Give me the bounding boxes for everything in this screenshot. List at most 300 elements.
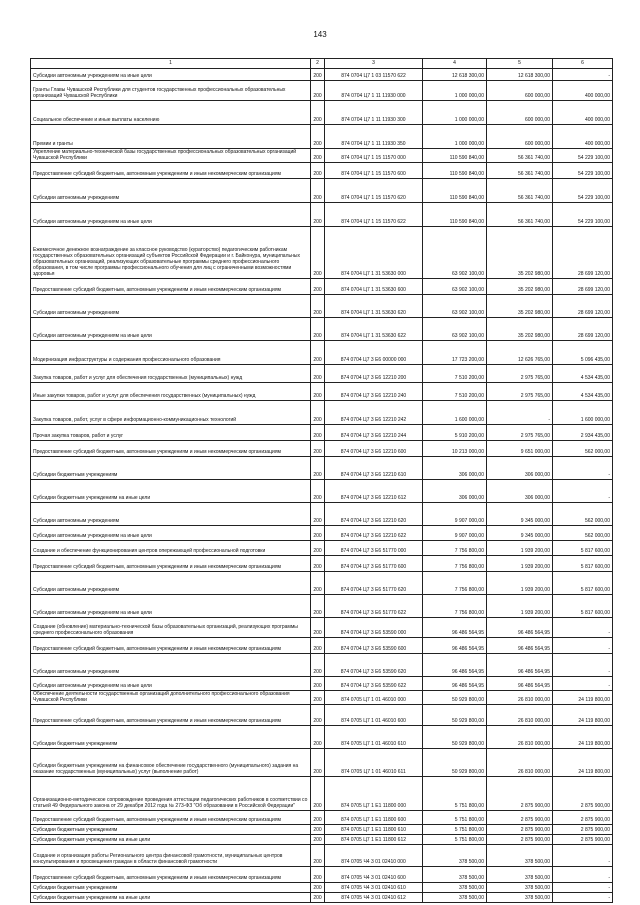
row-description: Премии и гранты: [31, 125, 311, 149]
row-value-unexecuted: 24 119 800,00: [553, 749, 613, 777]
row-value-approved: 63 902 100,00: [423, 295, 487, 318]
row-value-approved: 96 486 564,95: [423, 638, 487, 654]
row-budget-code: 874 0704 Ц7 3 E6 51770 600: [325, 556, 423, 572]
row-value-unexecuted: 54 229 100,00: [553, 203, 613, 227]
row-value-approved: 12 618 300,00: [423, 69, 487, 81]
row-value-unexecuted: 400 000,00: [553, 81, 613, 101]
row-value-approved: 5 910 200,00: [423, 425, 487, 441]
table-row: [31, 556, 613, 572]
row-description: Субсидии бюджетным учреждениям: [31, 726, 311, 749]
row-budget-code: 874 0705 Ц7 1 E1 11800 000: [325, 777, 423, 811]
row-value-approved: 306 000,00: [423, 457, 487, 480]
column-header: 1: [31, 59, 311, 69]
row-value-approved: 5 751 800,00: [423, 835, 487, 845]
table-row: [31, 726, 613, 749]
row-description: Субсидии автономным учреждениям на иные цели: [31, 595, 311, 618]
row-budget-code: 874 0704 Ц7 3 E6 51770 620: [325, 572, 423, 595]
row-value-approved: 50 929 800,00: [423, 749, 487, 777]
row-value-unexecuted: 54 229 100,00: [553, 149, 613, 163]
row-budget-code: 874 0705 Ц7 1 01 46010 600: [325, 705, 423, 726]
row-value-executed: 2 875 900,00: [487, 825, 553, 835]
row-description: Субсидии автономным учреждениям на иные цели: [31, 203, 311, 227]
row-description: Субсидии автономным учреждениям: [31, 179, 311, 203]
row-value-approved: 378 500,00: [423, 893, 487, 903]
table-row: [31, 425, 613, 441]
row-line-code: 200: [311, 365, 325, 383]
row-value-executed: 2 875 900,00: [487, 811, 553, 825]
row-description: Ежемесячное денежное вознаграждение за классное руководство (кураторство) педагогическим работникам государственных образовательных организаций субъектов Российской Федерации и г. Байконура, муниципальных образовательных организаций, реализующих образовательные программы среднего профессионального образования, в том числе программы профессионального обучения для лиц с ограниченными возможностями здоровья: [31, 227, 311, 279]
row-value-unexecuted: 5 817 600,00: [553, 541, 613, 556]
row-value-executed: 35 202 980,00: [487, 279, 553, 295]
row-line-code: 200: [311, 503, 325, 526]
table-row: [31, 457, 613, 480]
row-line-code: 200: [311, 279, 325, 295]
table-row: [31, 749, 613, 777]
row-line-code: 200: [311, 69, 325, 81]
row-line-code: 200: [311, 638, 325, 654]
table-row: [31, 69, 613, 81]
row-value-unexecuted: -: [553, 457, 613, 480]
row-value-approved: 110 590 840,00: [423, 179, 487, 203]
row-value-approved: 7 756 800,00: [423, 541, 487, 556]
table-row: [31, 295, 613, 318]
row-description: Предоставление субсидий бюджетным, автономным учреждениям и иным некоммерческим организациям: [31, 705, 311, 726]
row-description: Субсидии бюджетным учреждениям: [31, 457, 311, 480]
row-value-unexecuted: 5 817 600,00: [553, 595, 613, 618]
row-description: Организационно-методическое сопровождение проведения аттестации педагогических работников в соответствии со статьей 49 Федерального закона от 29 декабря 2012 года № 273-ФЗ "Об образовании в Российской Федерации": [31, 777, 311, 811]
row-budget-code: 874 0704 Ц7 3 E6 12210 240: [325, 383, 423, 401]
row-line-code: 200: [311, 401, 325, 425]
row-value-unexecuted: -: [553, 893, 613, 903]
row-line-code: 200: [311, 149, 325, 163]
table-row: [31, 503, 613, 526]
row-description: Предоставление субсидий бюджетным, автономным учреждениям и иным некоммерческим организациям: [31, 441, 311, 457]
row-budget-code: 874 0704 Ц7 3 E6 53590 622: [325, 677, 423, 691]
row-budget-code: 874 0704 Ц7 3 E6 12210 242: [325, 401, 423, 425]
row-budget-code: 874 0704 Ц7 1 11 11930 300: [325, 101, 423, 125]
row-value-unexecuted: 24 119 800,00: [553, 691, 613, 705]
row-description: Субсидии автономным учреждениям на иные цели: [31, 526, 311, 541]
row-value-unexecuted: 2 875 900,00: [553, 825, 613, 835]
row-value-approved: 96 486 564,95: [423, 654, 487, 677]
row-value-executed: 56 361 740,00: [487, 203, 553, 227]
row-description: Субсидии бюджетным учреждениям на финансовое обеспечение государственного (муниципального) задания на оказание государственных (муниципальных) услуг (выполнение работ): [31, 749, 311, 777]
row-value-executed: 306 000,00: [487, 480, 553, 503]
column-header: 2: [311, 59, 325, 69]
row-value-unexecuted: -: [553, 867, 613, 883]
table-row: [31, 893, 613, 903]
row-description: Предоставление субсидий бюджетным, автономным учреждениям и иным некоммерческим организациям: [31, 638, 311, 654]
row-value-executed: 600 000,00: [487, 125, 553, 149]
row-line-code: 200: [311, 441, 325, 457]
row-value-executed: 26 810 000,00: [487, 691, 553, 705]
row-line-code: 200: [311, 125, 325, 149]
row-description: Субсидии автономным учреждениям: [31, 654, 311, 677]
row-value-unexecuted: 2 875 900,00: [553, 835, 613, 845]
row-value-unexecuted: 28 699 120,00: [553, 279, 613, 295]
row-budget-code: 874 0704 Ц7 3 E6 12210 622: [325, 526, 423, 541]
row-budget-code: 874 0704 Ц7 1 31 53630 000: [325, 227, 423, 279]
row-value-unexecuted: 54 229 100,00: [553, 179, 613, 203]
table-row: [31, 318, 613, 341]
row-line-code: 200: [311, 295, 325, 318]
row-budget-code: 874 0705 Ч4 3 01 02410 610: [325, 883, 423, 893]
table-row: [31, 835, 613, 845]
row-value-unexecuted: 562 000,00: [553, 441, 613, 457]
table-row: [31, 677, 613, 691]
row-value-executed: 96 486 564,95: [487, 654, 553, 677]
row-budget-code: 874 0705 Ц7 1 01 46010 000: [325, 691, 423, 705]
row-line-code: 200: [311, 749, 325, 777]
row-value-executed: 1 939 200,00: [487, 595, 553, 618]
row-budget-code: 874 0704 Ц7 1 15 11570 600: [325, 163, 423, 179]
row-value-executed: 600 000,00: [487, 101, 553, 125]
row-budget-code: 874 0704 Ц7 3 E6 51770 622: [325, 595, 423, 618]
row-description: Субсидии автономным учреждениям: [31, 295, 311, 318]
row-budget-code: 874 0704 Ц7 3 E6 12210 612: [325, 480, 423, 503]
row-budget-code: 874 0704 Ц7 1 15 11570 000: [325, 149, 423, 163]
row-description: Субсидии бюджетным учреждениям: [31, 883, 311, 893]
row-value-unexecuted: 400 000,00: [553, 125, 613, 149]
row-description: Закупка товаров, работ, услуг в сфере информационно-коммуникационных технологий: [31, 401, 311, 425]
row-budget-code: 874 0704 Ц7 3 E6 12210 244: [325, 425, 423, 441]
row-value-executed: 56 361 740,00: [487, 163, 553, 179]
row-line-code: 200: [311, 677, 325, 691]
row-value-unexecuted: 5 817 600,00: [553, 572, 613, 595]
row-value-executed: 35 202 980,00: [487, 318, 553, 341]
row-line-code: 200: [311, 383, 325, 401]
row-line-code: 200: [311, 654, 325, 677]
row-value-approved: 9 907 000,00: [423, 526, 487, 541]
row-description: Субсидии бюджетным учреждениям на иные цели: [31, 893, 311, 903]
table-row: [31, 526, 613, 541]
row-value-approved: 63 902 100,00: [423, 227, 487, 279]
table-row: [31, 777, 613, 811]
row-value-unexecuted: 28 699 120,00: [553, 227, 613, 279]
row-line-code: 200: [311, 101, 325, 125]
row-description: Обеспечение деятельности государственных организаций дополнительного профессионального образования Чувашской Республики: [31, 691, 311, 705]
table-row: [31, 691, 613, 705]
row-value-approved: 110 590 840,00: [423, 203, 487, 227]
row-value-executed: 2 975 765,00: [487, 365, 553, 383]
row-value-executed: 1 939 200,00: [487, 556, 553, 572]
row-value-unexecuted: -: [553, 480, 613, 503]
table-row: [31, 203, 613, 227]
row-value-unexecuted: 54 229 100,00: [553, 163, 613, 179]
row-value-unexecuted: 1 600 000,00: [553, 401, 613, 425]
row-line-code: 200: [311, 341, 325, 365]
table-row: [31, 480, 613, 503]
row-budget-code: 874 0704 Ц7 3 E6 00000 000: [325, 341, 423, 365]
row-value-unexecuted: 2 875 900,00: [553, 811, 613, 825]
table-row: [31, 81, 613, 101]
row-line-code: 200: [311, 318, 325, 341]
table-row: [31, 811, 613, 825]
row-value-executed: 12 626 765,00: [487, 341, 553, 365]
table-row: [31, 541, 613, 556]
row-value-executed: 26 810 000,00: [487, 705, 553, 726]
row-value-unexecuted: 562 000,00: [553, 526, 613, 541]
row-description: Субсидии автономным учреждениям: [31, 503, 311, 526]
row-value-executed: 2 975 765,00: [487, 425, 553, 441]
column-header: 5: [487, 59, 553, 69]
row-description: Модернизация инфраструктуры и содержания профессионального образования: [31, 341, 311, 365]
row-value-executed: 26 810 000,00: [487, 726, 553, 749]
row-line-code: 200: [311, 480, 325, 503]
row-description: Предоставление субсидий бюджетным, автономным учреждениям и иным некоммерческим организациям: [31, 867, 311, 883]
row-budget-code: 874 0705 Ц7 1 01 46010 610: [325, 726, 423, 749]
row-value-executed: 378 500,00: [487, 893, 553, 903]
row-line-code: 200: [311, 595, 325, 618]
row-value-executed: 96 486 564,95: [487, 618, 553, 638]
row-description: Предоставление субсидий бюджетным, автономным учреждениям и иным некоммерческим организациям: [31, 163, 311, 179]
row-value-unexecuted: 5 096 435,00: [553, 341, 613, 365]
row-budget-code: 874 0704 Ц7 1 31 53630 620: [325, 295, 423, 318]
row-line-code: 200: [311, 556, 325, 572]
row-description: Предоставление субсидий бюджетным, автономным учреждениям и иным некоммерческим организациям: [31, 556, 311, 572]
row-budget-code: 874 0704 Ц7 1 31 53630 600: [325, 279, 423, 295]
row-budget-code: 874 0704 Ц7 3 E6 12210 620: [325, 503, 423, 526]
row-value-approved: 96 486 564,95: [423, 677, 487, 691]
row-value-executed: 96 486 564,95: [487, 677, 553, 691]
row-value-approved: 110 590 840,00: [423, 163, 487, 179]
row-value-approved: 50 929 800,00: [423, 691, 487, 705]
row-budget-code: 874 0705 Ц7 1 01 46010 611: [325, 749, 423, 777]
row-budget-code: 874 0705 Ц7 1 E1 11800 610: [325, 825, 423, 835]
table-row: [31, 845, 613, 867]
row-value-approved: 5 751 800,00: [423, 811, 487, 825]
row-value-executed: 9 345 000,00: [487, 526, 553, 541]
row-value-approved: 306 000,00: [423, 480, 487, 503]
table-row: [31, 365, 613, 383]
row-value-unexecuted: -: [553, 618, 613, 638]
row-line-code: 200: [311, 705, 325, 726]
row-value-unexecuted: 2 875 900,00: [553, 777, 613, 811]
row-description: Создание и обеспечение функционирования центров опережающей профессиональной подготовки: [31, 541, 311, 556]
table-row: [31, 125, 613, 149]
row-value-approved: 50 929 800,00: [423, 726, 487, 749]
row-value-unexecuted: -: [553, 654, 613, 677]
row-value-unexecuted: 24 119 800,00: [553, 726, 613, 749]
row-budget-code: 874 0704 Ц7 3 E6 12210 610: [325, 457, 423, 480]
row-value-executed: 12 618 300,00: [487, 69, 553, 81]
row-value-executed: 56 361 740,00: [487, 179, 553, 203]
row-budget-code: 874 0704 Ц7 3 E6 53590 000: [325, 618, 423, 638]
row-value-unexecuted: 5 817 600,00: [553, 556, 613, 572]
row-value-approved: 378 500,00: [423, 883, 487, 893]
row-budget-code: 874 0705 Ч4 3 01 02410 612: [325, 893, 423, 903]
table-row: [31, 341, 613, 365]
row-description: Создание и организация работы Регионального центра финансовой грамотности, муниципальных центров консультирования и просвещения граждан в области финансовой грамотности: [31, 845, 311, 867]
table-row: [31, 654, 613, 677]
row-line-code: 200: [311, 227, 325, 279]
row-description: Субсидии автономным учреждениям: [31, 572, 311, 595]
row-value-executed: -: [487, 401, 553, 425]
row-value-unexecuted: 2 934 435,00: [553, 425, 613, 441]
table-row: [31, 595, 613, 618]
row-budget-code: 874 0704 Ц7 1 15 11570 622: [325, 203, 423, 227]
row-value-unexecuted: -: [553, 845, 613, 867]
budget-table: [30, 58, 613, 903]
table-row: [31, 179, 613, 203]
row-description: Закупка товаров, работ и услуг для обеспечения государственных (муниципальных) нужд: [31, 365, 311, 383]
row-description: Социальное обеспечение и иные выплаты населению: [31, 101, 311, 125]
table-row: [31, 883, 613, 893]
row-description: Укрепление материально-технической базы государственных профессиональных образовательных организаций Чувашской Республики: [31, 149, 311, 163]
row-value-unexecuted: 24 119 800,00: [553, 705, 613, 726]
column-header: 3: [325, 59, 423, 69]
row-value-unexecuted: 400 000,00: [553, 101, 613, 125]
row-line-code: 200: [311, 825, 325, 835]
row-value-unexecuted: 4 534 435,00: [553, 365, 613, 383]
row-value-approved: 7 510 200,00: [423, 383, 487, 401]
row-value-executed: 2 875 900,00: [487, 835, 553, 845]
row-value-approved: 7 510 200,00: [423, 365, 487, 383]
row-description: Субсидии бюджетным учреждениям: [31, 825, 311, 835]
row-value-executed: 35 202 980,00: [487, 227, 553, 279]
row-value-approved: 1 000 000,00: [423, 81, 487, 101]
row-budget-code: 874 0705 Ч4 3 01 02410 600: [325, 867, 423, 883]
row-line-code: 200: [311, 618, 325, 638]
row-value-executed: 378 500,00: [487, 845, 553, 867]
row-value-unexecuted: 28 699 120,00: [553, 318, 613, 341]
row-budget-code: 874 0704 Ц7 3 E6 53590 620: [325, 654, 423, 677]
row-budget-code: 874 0704 Ц7 1 03 11570 622: [325, 69, 423, 81]
row-description: Субсидии бюджетным учреждениям на иные цели: [31, 480, 311, 503]
row-description: Субсидии автономным учреждениям на иные цели: [31, 677, 311, 691]
row-value-unexecuted: 4 534 435,00: [553, 383, 613, 401]
row-line-code: 200: [311, 867, 325, 883]
row-budget-code: 874 0704 Ц7 1 11 11930 000: [325, 81, 423, 101]
row-line-code: 200: [311, 425, 325, 441]
row-value-unexecuted: 28 699 120,00: [553, 295, 613, 318]
row-value-executed: 2 975 765,00: [487, 383, 553, 401]
row-value-executed: 378 500,00: [487, 867, 553, 883]
column-header: 4: [423, 59, 487, 69]
row-value-approved: 110 590 840,00: [423, 149, 487, 163]
table-row: [31, 705, 613, 726]
table-row: [31, 163, 613, 179]
row-budget-code: 874 0704 Ц7 3 E6 12210 200: [325, 365, 423, 383]
row-value-unexecuted: -: [553, 69, 613, 81]
row-line-code: 200: [311, 893, 325, 903]
row-value-approved: 63 902 100,00: [423, 318, 487, 341]
table-row: [31, 825, 613, 835]
row-value-approved: 96 486 564,95: [423, 618, 487, 638]
row-budget-code: 874 0705 Ц7 1 E1 11800 600: [325, 811, 423, 825]
row-value-executed: 56 361 740,00: [487, 149, 553, 163]
row-description: Прочая закупка товаров, работ и услуг: [31, 425, 311, 441]
row-value-approved: 378 500,00: [423, 867, 487, 883]
row-value-approved: 9 907 000,00: [423, 503, 487, 526]
row-description: Субсидии бюджетным учреждениям на иные цели: [31, 835, 311, 845]
row-value-approved: 1 000 000,00: [423, 101, 487, 125]
row-description: Субсидии автономным учреждениям на иные цели: [31, 318, 311, 341]
row-value-executed: 306 000,00: [487, 457, 553, 480]
row-budget-code: 874 0704 Ц7 3 E6 51770 000: [325, 541, 423, 556]
row-value-approved: 7 756 800,00: [423, 556, 487, 572]
row-line-code: 200: [311, 457, 325, 480]
row-value-executed: 2 875 900,00: [487, 777, 553, 811]
row-value-unexecuted: 562 000,00: [553, 503, 613, 526]
row-line-code: 200: [311, 777, 325, 811]
row-value-approved: 5 751 800,00: [423, 825, 487, 835]
column-header: 6: [553, 59, 613, 69]
row-budget-code: 874 0704 Ц7 1 31 53630 622: [325, 318, 423, 341]
row-value-approved: 1 600 000,00: [423, 401, 487, 425]
table-row: [31, 227, 613, 279]
row-line-code: 200: [311, 572, 325, 595]
row-value-unexecuted: -: [553, 638, 613, 654]
row-line-code: 200: [311, 81, 325, 101]
row-value-approved: 378 500,00: [423, 845, 487, 867]
row-value-executed: 378 500,00: [487, 883, 553, 893]
table-row: [31, 401, 613, 425]
row-description: Субсидии автономным учреждениям на иные цели: [31, 69, 311, 81]
row-value-executed: 35 202 980,00: [487, 295, 553, 318]
row-value-approved: 5 751 800,00: [423, 777, 487, 811]
table-row: [31, 572, 613, 595]
row-value-approved: 10 213 000,00: [423, 441, 487, 457]
table-row: [31, 149, 613, 163]
table-row: [31, 638, 613, 654]
row-line-code: 200: [311, 526, 325, 541]
row-description: Гранты Главы Чувашской Республики для студентов государственных профессиональных образовательных организаций Чувашской Республики: [31, 81, 311, 101]
table-row: [31, 618, 613, 638]
row-budget-code: 874 0705 Ц7 1 E1 11800 612: [325, 835, 423, 845]
row-value-approved: 1 000 000,00: [423, 125, 487, 149]
row-value-executed: 26 810 000,00: [487, 749, 553, 777]
table-row: [31, 101, 613, 125]
row-budget-code: 874 0704 Ц7 1 15 11570 620: [325, 179, 423, 203]
row-line-code: 200: [311, 541, 325, 556]
row-budget-code: 874 0704 Ц7 3 E6 53590 600: [325, 638, 423, 654]
row-value-executed: 1 939 200,00: [487, 572, 553, 595]
row-description: Предоставление субсидий бюджетным, автономным учреждениям и иным некоммерческим организациям: [31, 811, 311, 825]
row-description: Создание (обновление) материально-технической базы образовательных организаций, реализующих программы среднего профессионального образования: [31, 618, 311, 638]
row-line-code: 200: [311, 691, 325, 705]
row-value-approved: 7 756 800,00: [423, 595, 487, 618]
row-line-code: 200: [311, 179, 325, 203]
row-line-code: 200: [311, 726, 325, 749]
row-value-unexecuted: -: [553, 883, 613, 893]
table-row: [31, 441, 613, 457]
row-budget-code: 874 0704 Ц7 3 E6 12210 600: [325, 441, 423, 457]
row-value-executed: 9 345 000,00: [487, 503, 553, 526]
row-value-executed: 96 486 564,95: [487, 638, 553, 654]
row-line-code: 200: [311, 835, 325, 845]
row-description: Иные закупки товаров, работ и услуг для обеспечения государственных (муниципальных) нужд: [31, 383, 311, 401]
row-value-approved: 63 902 100,00: [423, 279, 487, 295]
row-value-executed: 600 000,00: [487, 81, 553, 101]
row-line-code: 200: [311, 163, 325, 179]
row-value-approved: 7 756 800,00: [423, 572, 487, 595]
row-value-executed: 1 939 200,00: [487, 541, 553, 556]
table-row: [31, 383, 613, 401]
row-line-code: 200: [311, 845, 325, 867]
page-number: 143: [313, 30, 327, 39]
table-header-row: [31, 59, 613, 69]
row-line-code: 200: [311, 203, 325, 227]
row-value-approved: 50 929 800,00: [423, 705, 487, 726]
table-row: [31, 279, 613, 295]
row-budget-code: 874 0704 Ц7 1 11 11930 350: [325, 125, 423, 149]
row-description: Предоставление субсидий бюджетным, автономным учреждениям и иным некоммерческим организациям: [31, 279, 311, 295]
row-value-approved: 17 723 200,00: [423, 341, 487, 365]
table-row: [31, 867, 613, 883]
row-line-code: 200: [311, 811, 325, 825]
row-line-code: 200: [311, 883, 325, 893]
